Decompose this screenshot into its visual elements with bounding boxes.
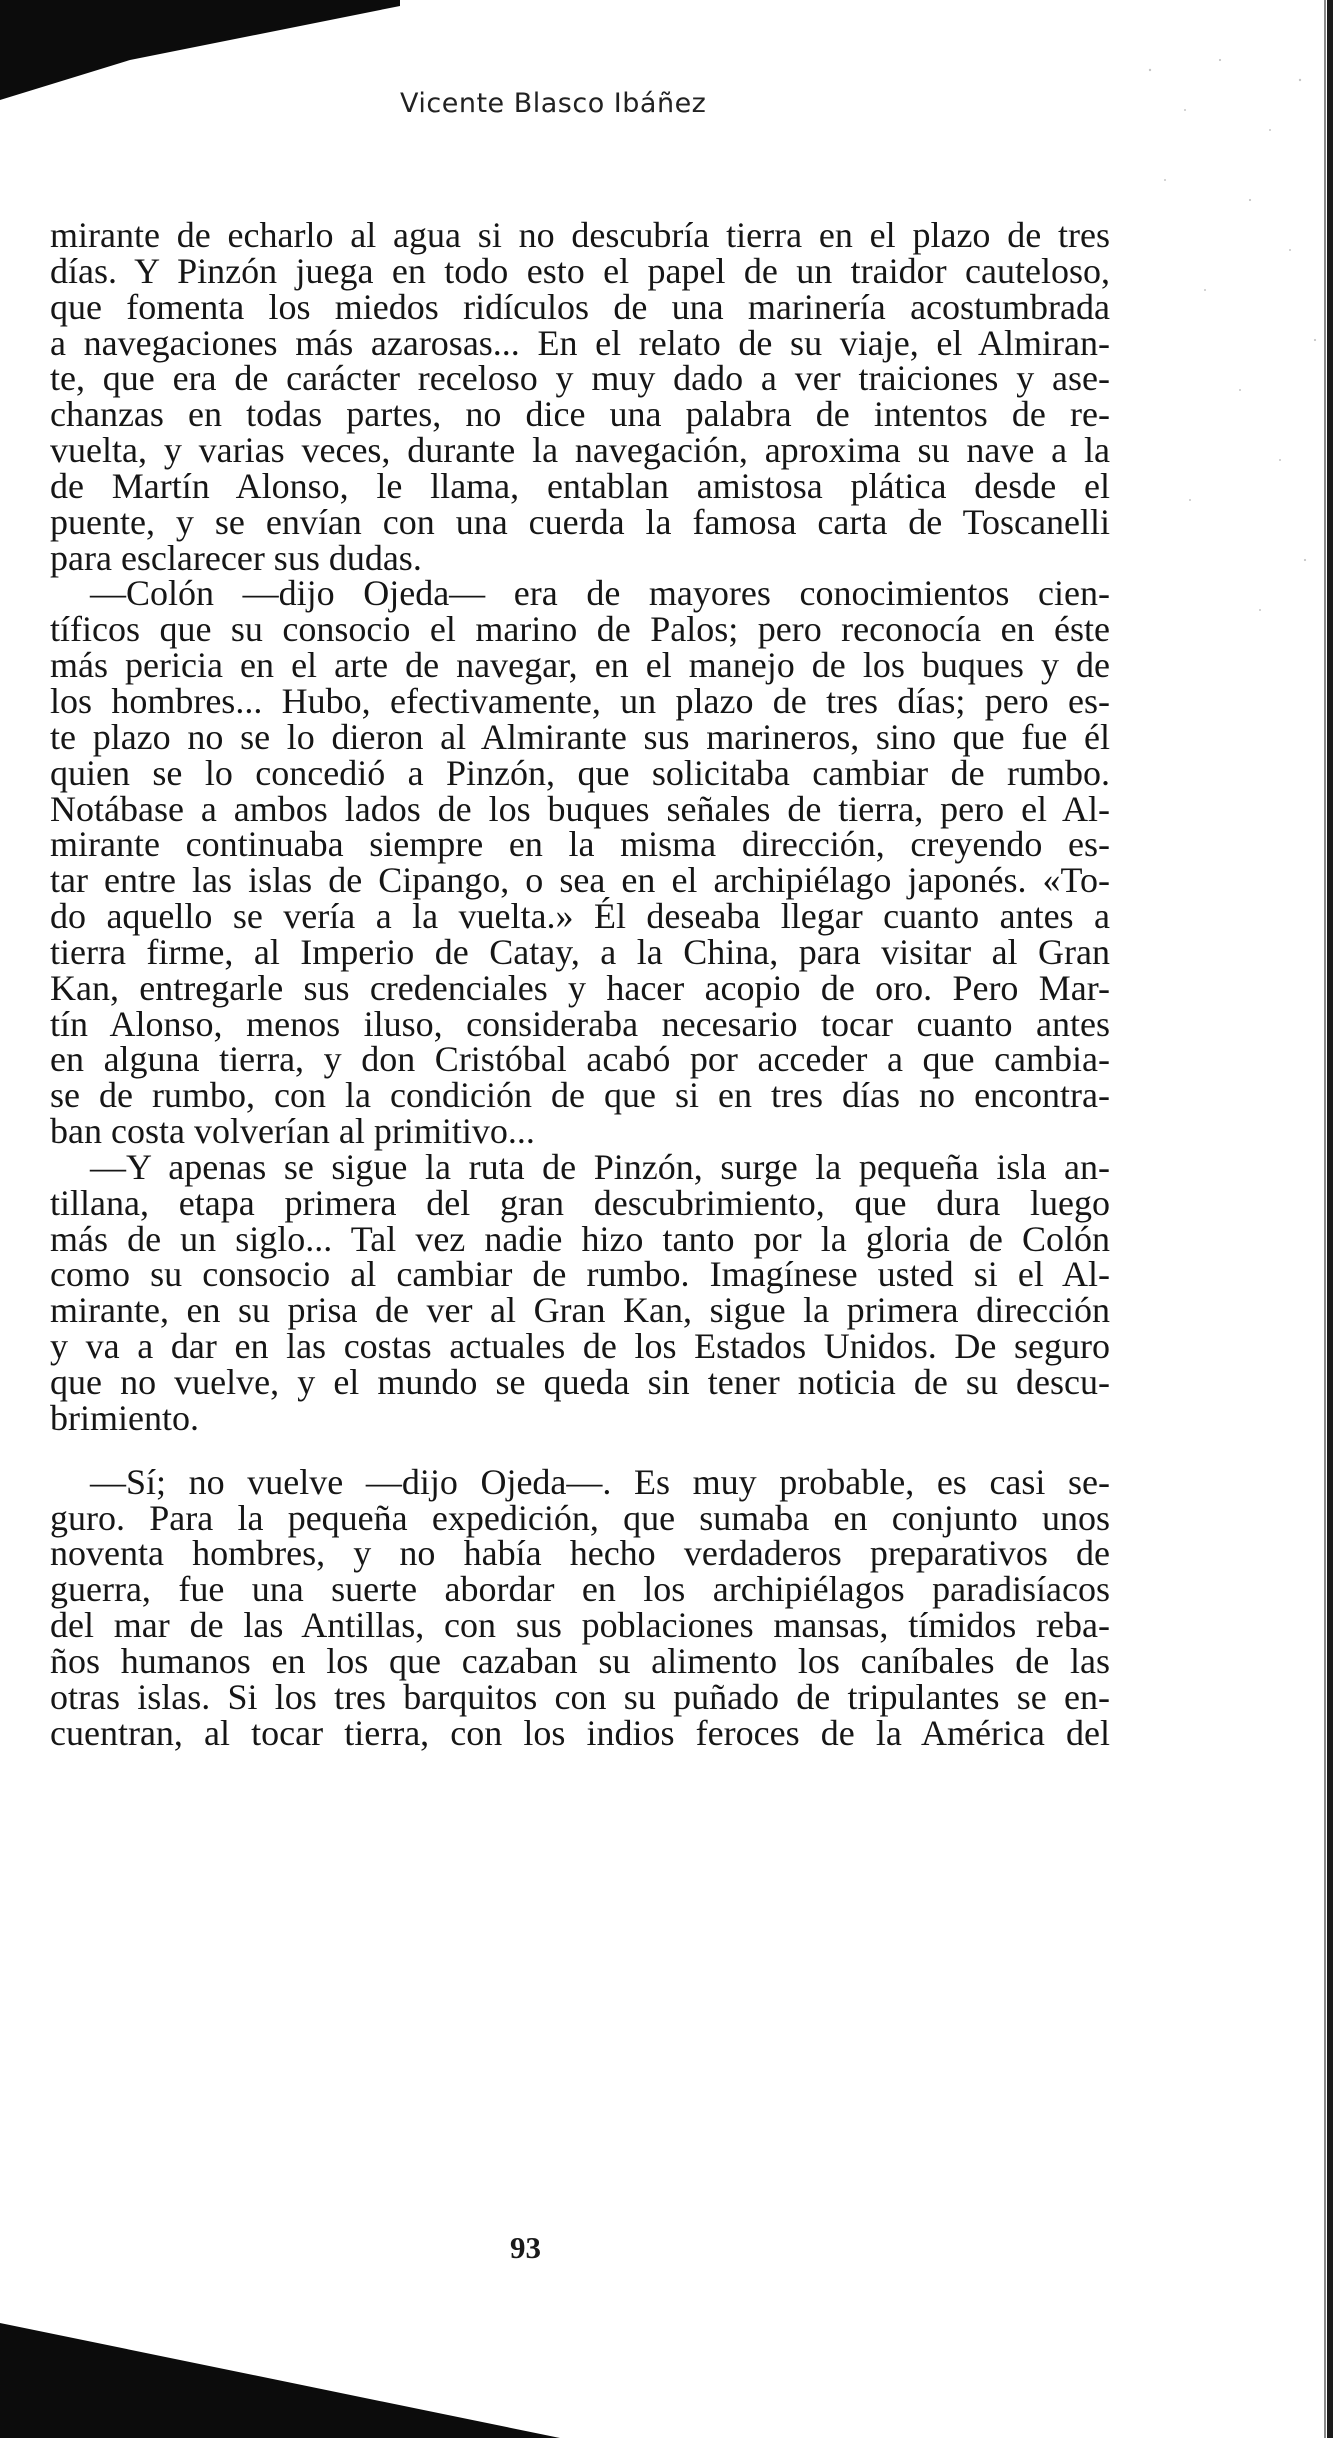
text-line: a navegaciones más azarosas... En el relato de su viaje, el Almiran- xyxy=(50,322,1110,363)
text-line: do aquello se vería a la vuelta.» Él deseaba llegar cuanto antes a xyxy=(50,896,1110,937)
scan-shadow-bottom xyxy=(0,2315,560,2438)
text-line: tín Alonso, menos iluso, consideraba necesario tocar cuanto antes xyxy=(50,1003,1110,1044)
text-line: guro. Para la pequeña expedición, que sumaba en conjunto unos xyxy=(50,1497,1110,1538)
text-line: puente, y se envían con una cuerda la famosa carta de Toscanelli xyxy=(50,501,1110,542)
text-line: se de rumbo, con la condición de que si en tres días no encontra- xyxy=(50,1075,1110,1116)
body-text xyxy=(50,215,1110,1753)
text-line: quien se lo concedió a Pinzón, que solicitaba cambiar de rumbo. xyxy=(50,752,1110,793)
text-line: tar entre las islas de Cipango, o sea en el archipiélago japonés. «To- xyxy=(50,860,1110,901)
text-line: cuentran, al tocar tierra, con los indios feroces de la América del xyxy=(50,1712,1110,1753)
text-line: más de un siglo... Tal vez nadie hizo tanto por la gloria de Colón xyxy=(50,1218,1110,1259)
text-line: mirante de echarlo al agua si no descubría tierra en el plazo de tres xyxy=(50,215,1110,255)
text-line: vuelta, y varias veces, durante la navegación, aproxima su nave a la xyxy=(50,430,1110,471)
text-line: tillana, etapa primera del gran descubrimiento, que dura luego xyxy=(50,1182,1110,1223)
text-line: te plazo no se lo dieron al Almirante sus marineros, sino que fue él xyxy=(50,716,1110,757)
text-line: ban costa volverían al primitivo... xyxy=(50,1111,535,1152)
text-line: mirante continuaba siempre en la misma dirección, creyendo es- xyxy=(50,824,1110,865)
text-line: Notábase a ambos lados de los buques señales de tierra, pero el Al- xyxy=(50,788,1110,829)
text-line: en alguna tierra, y don Cristóbal acabó por acceder a que cambia- xyxy=(50,1039,1110,1080)
text-line: ños humanos en los que cazaban su alimento los caníbales de las xyxy=(50,1640,1110,1681)
text-line: chanzas en todas partes, no dice una palabra de intentos de re- xyxy=(50,394,1110,435)
scan-noise xyxy=(1130,40,1330,640)
text-line: más pericia en el arte de navegar, en el manejo de los buques y de xyxy=(50,645,1110,686)
text-line: para esclarecer sus dudas. xyxy=(50,537,422,578)
text-line: —Y apenas se sigue la ruta de Pinzón, surge la pequeña isla an- xyxy=(90,1146,1110,1187)
page-number: 93 xyxy=(510,2230,541,2265)
text-line: mirante, en su prisa de ver al Gran Kan, sigue la primera dirección xyxy=(50,1290,1110,1331)
text-line: tíficos que su consocio el marino de Palos; pero reconocía en éste xyxy=(50,609,1110,650)
text-line: de Martín Alonso, le llama, entablan amistosa plática desde el xyxy=(50,465,1110,506)
text-line: los hombres... Hubo, efectivamente, un plazo de tres días; pero es- xyxy=(50,680,1110,721)
text-line: que no vuelve, y el mundo se queda sin tener noticia de su descu- xyxy=(50,1362,1110,1402)
text-line: como su consocio al cambiar de rumbo. Imagínese usted si el Al- xyxy=(50,1254,1110,1295)
scan-shadow-top xyxy=(0,0,400,105)
text-line: del mar de las Antillas, con sus poblaciones mansas, tímidos reba- xyxy=(50,1605,1110,1646)
text-line: tierra firme, al Imperio de Catay, a la China, para visitar al Gran xyxy=(50,931,1110,972)
text-line: guerra, fue una suerte abordar en los archipiélagos paradisíacos xyxy=(50,1569,1110,1610)
text-line: y va a dar en las costas actuales de los Estados Unidos. De seguro xyxy=(50,1326,1110,1367)
text-line: otras islas. Si los tres barquitos con su puñado de tripulantes se en- xyxy=(50,1676,1110,1717)
text-line: que fomenta los miedos ridículos de una marinería acostumbrada xyxy=(50,286,1110,327)
running-head: Vicente Blasco Ibáñez xyxy=(400,88,707,119)
text-line: te, que era de carácter receloso y muy dado a ver traiciones y ase- xyxy=(50,358,1110,399)
text-line: —Sí; no vuelve —dijo Ojeda—. Es muy probable, es casi se- xyxy=(90,1461,1110,1502)
text-line: noventa hombres, y no había hecho verdaderos preparativos de xyxy=(50,1533,1110,1574)
text-line: Kan, entregarle sus credenciales y hacer acopio de oro. Pero Mar- xyxy=(50,967,1110,1008)
text-line: brimiento. xyxy=(50,1397,199,1438)
text-line: —Colón —dijo Ojeda— era de mayores conocimientos cien- xyxy=(90,573,1110,614)
text-line: días. Y Pinzón juega en todo esto el papel de un traidor cauteloso, xyxy=(50,250,1110,291)
